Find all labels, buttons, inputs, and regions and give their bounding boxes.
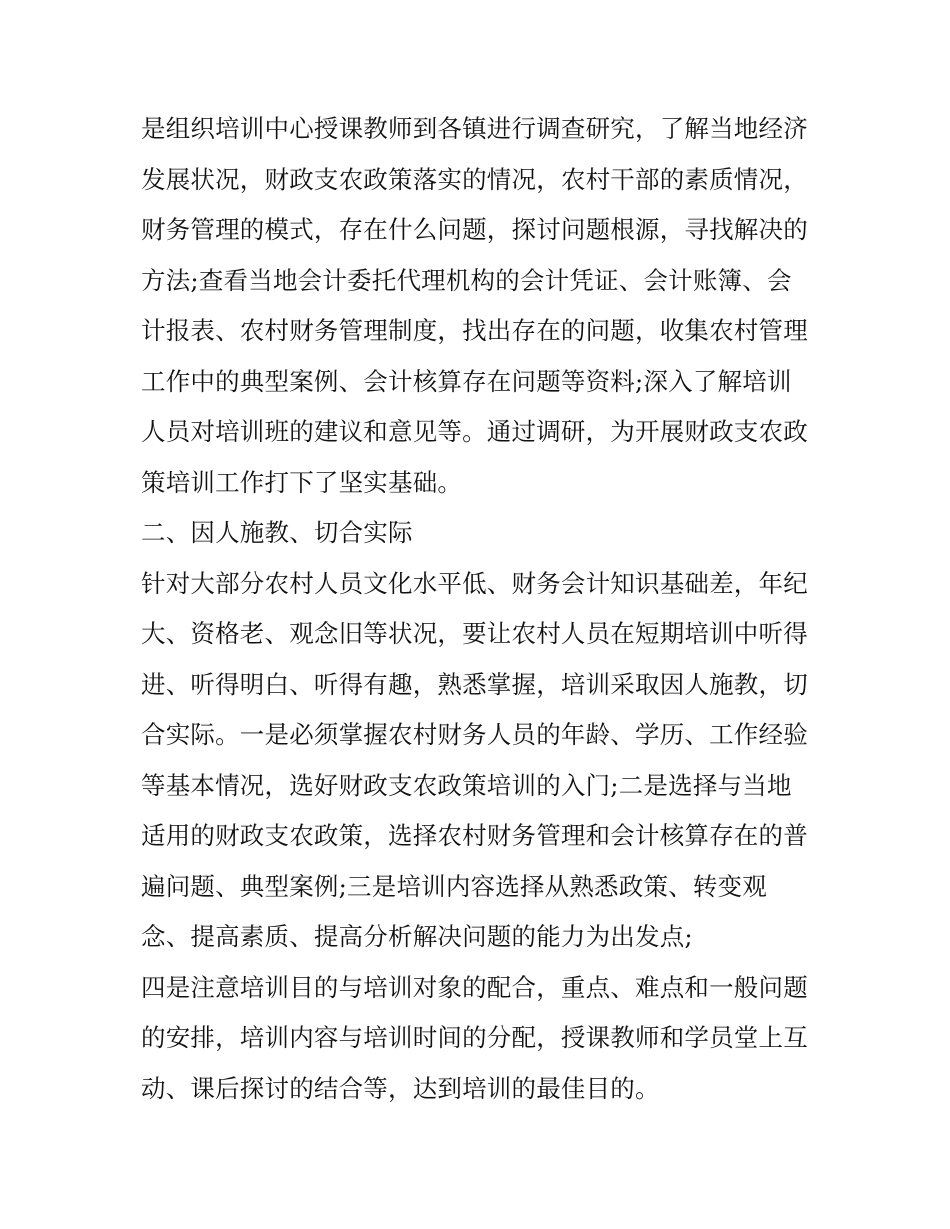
paragraph-line: 策培训工作打下了坚实基础。: [141, 468, 463, 497]
paragraph-line: 针对大部分农村人员文化水平低、财务会计知识基础差，年纪: [141, 569, 808, 598]
paragraph-line: 进、听得明白、听得有趣，熟悉掌握，培训采取因人施教，切: [141, 670, 808, 699]
paragraph-line: 发展状况，财政支农政策落实的情况，农村干部的素质情况，: [141, 165, 808, 194]
paragraph-line: 念、提高素质、提高分析解决问题的能力为出发点;: [141, 922, 693, 951]
paragraph-line: 方法;查看当地会计委托代理机构的会计凭证、会计账簿、会: [141, 266, 792, 295]
paragraph-line: 是组织培训中心授课教师到各镇进行调查研究，了解当地经济: [141, 114, 808, 143]
paragraph-line: 遍问题、典型案例;三是培训内容选择从熟悉政策、转变观: [141, 872, 767, 901]
paragraph-line: 合实际。一是必须掌握农村财务人员的年龄、学历、工作经验: [141, 720, 808, 749]
paragraph-line: 四是注意培训目的与培训对象的配合，重点、难点和一般问题: [141, 973, 808, 1002]
paragraph-line: 工作中的典型案例、会计核算存在问题等资料;深入了解培训: [141, 367, 792, 396]
section-heading: 二、因人施教、切合实际: [141, 518, 413, 547]
paragraph-line: 适用的财政支农政策，选择农村财务管理和会计核算存在的普: [141, 821, 808, 850]
paragraph-line: 等基本情况，选好财政支农政策培训的入门;二是选择与当地: [141, 771, 792, 800]
paragraph-line: 人员对培训班的建议和意见等。通过调研，为开展财政支农政: [141, 417, 808, 446]
paragraph-line: 的安排，培训内容与培训时间的分配，授课教师和学员堂上互: [141, 1023, 808, 1052]
paragraph-line: 动、课后探讨的结合等，达到培训的最佳目的。: [141, 1074, 660, 1103]
paragraph-line: 财务管理的模式，存在什么问题，探讨问题根源，寻找解决的: [141, 215, 808, 244]
paragraph-line: 计报表、农村财务管理制度，找出存在的问题，收集农村管理: [141, 316, 808, 345]
paragraph-line: 大、资格老、观念旧等状况，要让农村人员在短期培训中听得: [141, 619, 808, 648]
